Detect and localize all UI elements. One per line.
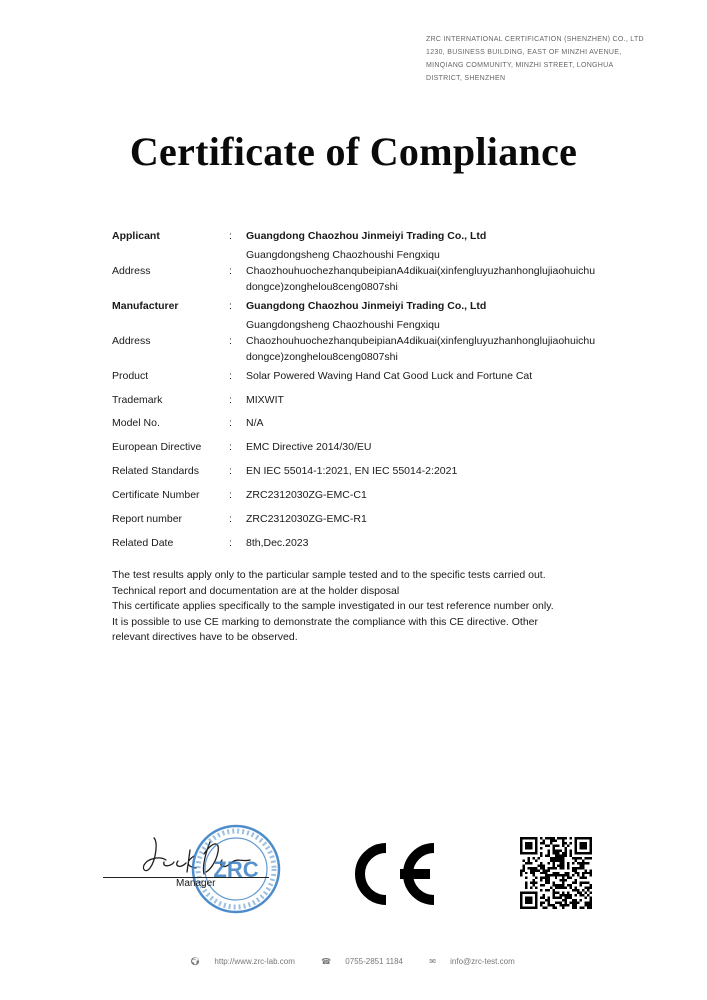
note-line: relevant directives have to be observed. bbox=[112, 631, 298, 643]
phone-icon: ☎ bbox=[321, 957, 332, 966]
qr-code[interactable] bbox=[520, 837, 592, 914]
compliance-notes bbox=[112, 568, 592, 646]
field-label: Report number bbox=[112, 513, 183, 525]
note-line: The test results apply only to the particular sample tested and to the specific tests carried out. bbox=[112, 569, 546, 581]
field-colon: : bbox=[229, 394, 232, 406]
field-value bbox=[246, 247, 606, 295]
field-value: Guangdong Chaozhou Jinmeiyi Trading Co., Ltd bbox=[246, 300, 487, 312]
address-line: ChaozhouhuochezhanqubeipianA4dikuai(xinfengluyuzhanhonglujiaohuichu bbox=[246, 335, 596, 347]
note-line: Technical report and documentation are at the holder disposal bbox=[112, 584, 400, 597]
issuer-line: 1230, BUSINESS BUILDING, EAST OF MINZHI AVENUE, bbox=[426, 49, 622, 56]
field-value: EN IEC 55014-1:2021, EN IEC 55014-2:2021 bbox=[246, 465, 458, 477]
globe-icon: 🌍︎ bbox=[190, 957, 201, 966]
field-colon: : bbox=[229, 537, 232, 549]
field-label: Address bbox=[112, 265, 151, 277]
field-colon: : bbox=[229, 265, 232, 277]
seal-text: ZRC bbox=[213, 857, 259, 882]
address-line: dongce)zonghelou8ceng0807shi bbox=[246, 281, 398, 293]
footer-web[interactable] bbox=[190, 957, 307, 966]
field-value: ZRC2312030ZG-EMC-R1 bbox=[246, 513, 367, 525]
field-colon: : bbox=[229, 441, 232, 453]
field-label: Related Date bbox=[112, 537, 174, 549]
ce-mark bbox=[344, 842, 438, 911]
address-line: Guangdongsheng Chaozhoushi Fengxiqu bbox=[246, 249, 440, 261]
note-line: This certificate applies specifically to the sample investigated in our test reference number only. bbox=[112, 600, 554, 612]
field-label: Certificate Number bbox=[112, 489, 200, 501]
footer-email[interactable] bbox=[429, 957, 527, 966]
field-value: Guangdong Chaozhou Jinmeiyi Trading Co., Ltd bbox=[246, 230, 487, 242]
issuer-address bbox=[426, 33, 652, 85]
field-colon: : bbox=[229, 465, 232, 477]
field-label: European Directive bbox=[112, 441, 202, 453]
field-label: Model No. bbox=[112, 417, 160, 429]
field-label: Address bbox=[112, 335, 151, 347]
field-colon: : bbox=[229, 417, 232, 429]
field-value: ZRC2312030ZG-EMC-C1 bbox=[246, 489, 367, 501]
issuer-line: ZRC INTERNATIONAL CERTIFICATION (SHENZHEN) CO., LTD bbox=[426, 36, 644, 43]
issuer-line: MINQIANG COMMUNITY, MINZHI STREET, LONGHUA bbox=[426, 62, 614, 69]
field-colon: : bbox=[229, 489, 232, 501]
issuer-line: DISTRICT, SHENZHEN bbox=[426, 75, 506, 82]
field-value: EMC Directive 2014/30/EU bbox=[246, 441, 372, 453]
field-value: N/A bbox=[246, 417, 264, 429]
footer-phone bbox=[321, 957, 415, 966]
email-icon: ✉ bbox=[429, 957, 436, 966]
footer-phone-number: 0755-2851 1184 bbox=[345, 957, 403, 966]
field-value: Solar Powered Waving Hand Cat Good Luck and Fortune Cat bbox=[246, 370, 533, 382]
note-line: It is possible to use CE marking to demonstrate the compliance with this CE directive. Other bbox=[112, 615, 539, 628]
field-value: MIXWIT bbox=[246, 394, 284, 406]
field-label: Applicant bbox=[112, 230, 160, 242]
address-line: ChaozhouhuochezhanqubeipianA4dikuai(xinfengluyuzhanhonglujiaohuichu bbox=[246, 265, 596, 277]
field-label: Product bbox=[112, 370, 149, 382]
footer-email-address: info@zrc-test.com bbox=[450, 957, 515, 966]
field-value bbox=[246, 317, 606, 365]
field-colon: : bbox=[229, 370, 232, 382]
signatory-role: Manager bbox=[176, 878, 216, 889]
field-label: Trademark bbox=[112, 394, 163, 406]
footer-website: http://www.zrc-lab.com bbox=[214, 957, 295, 966]
field-label: Related Standards bbox=[112, 465, 199, 477]
field-colon: : bbox=[229, 335, 232, 347]
field-value: 8th,Dec.2023 bbox=[246, 537, 309, 549]
field-colon: : bbox=[229, 513, 232, 525]
address-line: dongce)zonghelou8ceng0807shi bbox=[246, 351, 398, 363]
field-colon: : bbox=[229, 230, 232, 242]
page-title: Certificate of Compliance bbox=[129, 129, 578, 174]
field-colon: : bbox=[229, 300, 232, 312]
footer-contact bbox=[190, 957, 539, 966]
address-line: Guangdongsheng Chaozhoushi Fengxiqu bbox=[246, 319, 440, 331]
zrc-seal bbox=[190, 823, 282, 920]
field-label: Manufacturer bbox=[112, 300, 179, 312]
